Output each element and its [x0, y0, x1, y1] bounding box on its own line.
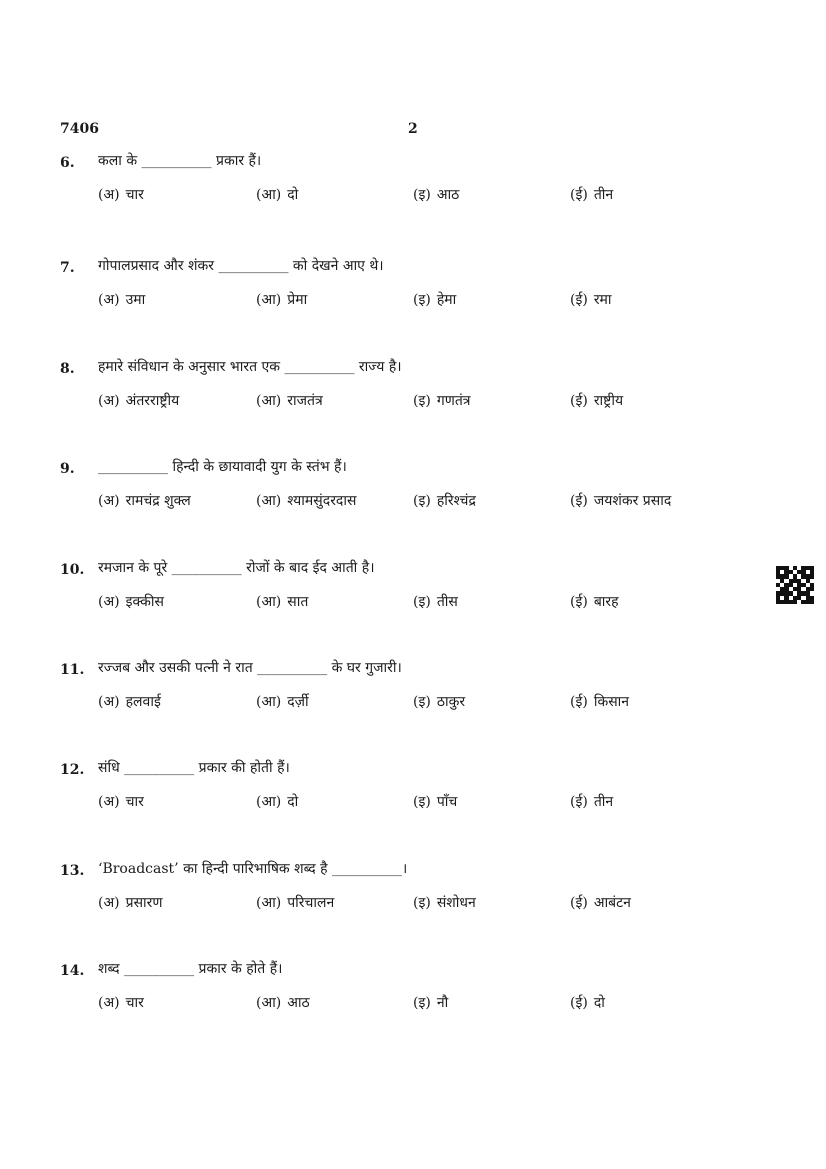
options-row: [60, 491, 760, 515]
question-text: हमारे संविधान के अनुसार भारत एक __________ राज्य है।: [98, 359, 402, 375]
option-ii: (ई) तीन: [570, 187, 614, 203]
option-aa: (आ) परिचालन: [256, 895, 335, 911]
options-row: [60, 592, 760, 616]
option-ii: (ई) रमा: [570, 292, 612, 308]
question-text: कला के __________ प्रकार हैं।: [98, 153, 262, 169]
option-aa: (आ) राजतंत्र: [256, 393, 323, 409]
page-number: 2: [408, 121, 418, 137]
question-text: __________ हिन्दी के छायावादी युग के स्तंभ हैं।: [98, 459, 347, 475]
question-text: ‘Broadcast’ का हिन्दी पारिभाषिक शब्द है __________।: [98, 861, 408, 877]
option-i: (इ) पाँच: [413, 794, 458, 810]
options-row: [60, 993, 760, 1017]
option-i: (इ) आठ: [413, 187, 460, 203]
option-i: (इ) संशोधन: [413, 895, 476, 911]
question-text: रज्जब और उसकी पत्नी ने रात __________ के घर गुजारी।: [98, 660, 402, 676]
question-number: 10.: [60, 562, 85, 578]
option-i: (इ) हेमा: [413, 292, 457, 308]
option-a: (अ) चार: [98, 995, 144, 1011]
option-a: (अ) चार: [98, 794, 144, 810]
option-aa: (आ) प्रेमा: [256, 292, 308, 308]
option-aa: (आ) दर्ज़ी: [256, 694, 309, 710]
question-number: 12.: [60, 762, 85, 778]
option-ii: (ई) बारह: [570, 594, 619, 610]
option-a: (अ) चार: [98, 187, 144, 203]
question-12: [60, 758, 760, 816]
option-ii: (ई) किसान: [570, 694, 630, 710]
option-ii: (ई) दो: [570, 995, 605, 1011]
option-i: (इ) नौ: [413, 995, 449, 1011]
option-a: (अ) अंतरराष्ट्रीय: [98, 393, 180, 409]
question-number: 8.: [60, 361, 75, 377]
question-8: [60, 357, 760, 415]
options-row: [60, 290, 760, 314]
option-ii: (ई) आबंटन: [570, 895, 631, 911]
paper-code: 7406: [60, 121, 99, 137]
question-number: 7.: [60, 260, 75, 276]
question-13: [60, 859, 760, 917]
options-row: [60, 893, 760, 917]
option-i: (इ) गणतंत्र: [413, 393, 471, 409]
question-text: शब्द __________ प्रकार के होते हैं।: [98, 961, 283, 977]
question-text: रमजान के पूरे __________ रोजों के बाद ईद आती है।: [98, 560, 375, 576]
page-header: [60, 121, 760, 143]
question-number: 11.: [60, 662, 85, 678]
option-aa: (आ) दो: [256, 187, 299, 203]
option-aa: (आ) श्यामसुंदरदास: [256, 493, 357, 509]
question-text: गोपालप्रसाद और शंकर __________ को देखने आए थे।: [98, 258, 384, 274]
question-10: [60, 558, 760, 616]
question-number: 14.: [60, 963, 85, 979]
question-7: [60, 256, 760, 314]
option-a: (अ) हलवाई: [98, 694, 161, 710]
question-6: [60, 151, 760, 209]
options-row: [60, 792, 760, 816]
option-aa: (आ) दो: [256, 794, 299, 810]
question-9: [60, 457, 760, 515]
option-a: (अ) प्रसारण: [98, 895, 163, 911]
question-14: [60, 959, 760, 1017]
question-number: 6.: [60, 155, 75, 171]
option-ii: (ई) तीन: [570, 794, 614, 810]
option-a: (अ) रामचंद्र शुक्ल: [98, 493, 191, 509]
option-aa: (आ) आठ: [256, 995, 310, 1011]
options-row: [60, 692, 760, 716]
option-ii: (ई) राष्ट्रीय: [570, 393, 624, 409]
question-number: 13.: [60, 863, 85, 879]
option-i: (इ) तीस: [413, 594, 458, 610]
question-11: [60, 658, 760, 716]
options-row: [60, 391, 760, 415]
option-a: (अ) इक्कीस: [98, 594, 164, 610]
option-i: (इ) हरिश्चंद्र: [413, 493, 476, 509]
question-text: संधि __________ प्रकार की होती हैं।: [98, 760, 290, 776]
option-aa: (आ) सात: [256, 594, 309, 610]
option-a: (अ) उमा: [98, 292, 146, 308]
question-number: 9.: [60, 461, 75, 477]
options-row: [60, 185, 760, 209]
qr-code-icon: [776, 566, 814, 604]
option-i: (इ) ठाकुर: [413, 694, 466, 710]
option-ii: (ई) जयशंकर प्रसाद: [570, 493, 672, 509]
